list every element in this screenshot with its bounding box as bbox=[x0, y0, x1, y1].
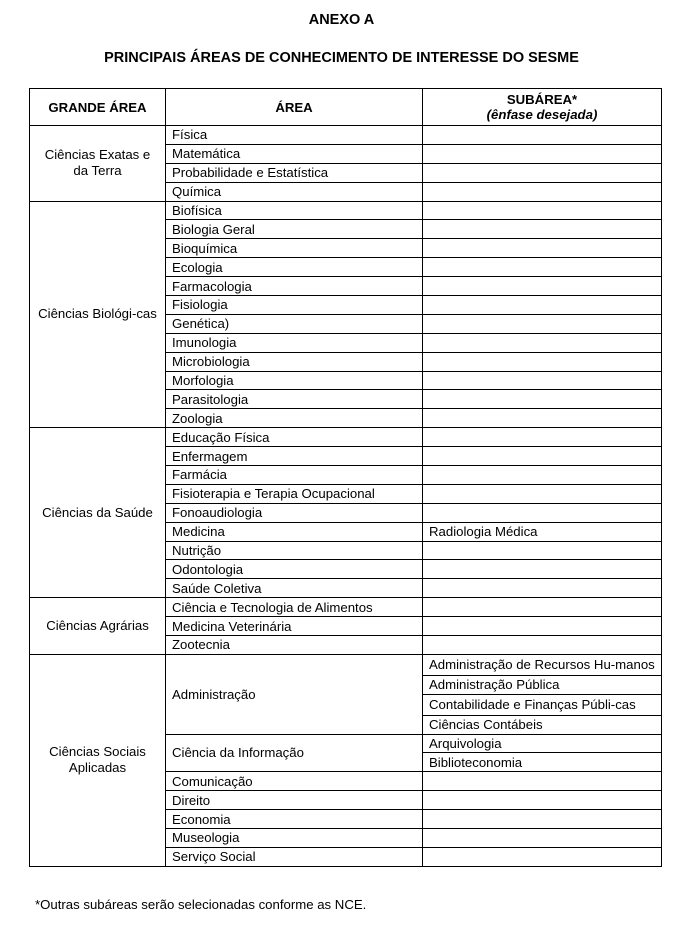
knowledge-areas-table bbox=[29, 88, 662, 867]
area-cell: Comunicação bbox=[166, 772, 423, 791]
area-cell: Medicina Veterinária bbox=[166, 617, 423, 636]
grande-area-cell: Ciências Biológi-cas bbox=[30, 201, 166, 428]
table-row bbox=[30, 428, 662, 447]
subarea-cell bbox=[423, 447, 662, 466]
area-cell: Saúde Coletiva bbox=[166, 579, 423, 598]
area-cell: Química bbox=[166, 182, 423, 201]
subarea-cell bbox=[423, 503, 662, 522]
grande-area-cell: Ciências Sociais Aplicadas bbox=[30, 654, 166, 866]
area-cell: Bioquímica bbox=[166, 239, 423, 258]
subarea-cell: Contabilidade e Finanças Públi-cas bbox=[423, 694, 662, 715]
area-cell: Farmácia bbox=[166, 466, 423, 485]
area-cell: Odontologia bbox=[166, 560, 423, 579]
subarea-cell bbox=[423, 163, 662, 182]
subarea-cell bbox=[423, 636, 662, 655]
table-row bbox=[30, 126, 662, 145]
header-subarea-note: (ênfase desejada) bbox=[486, 107, 598, 122]
subarea-cell bbox=[423, 772, 662, 791]
subarea-cell bbox=[423, 598, 662, 617]
subarea-cell bbox=[423, 617, 662, 636]
area-cell: Biologia Geral bbox=[166, 220, 423, 239]
area-cell: Nutrição bbox=[166, 541, 423, 560]
area-cell: Fisioterapia e Terapia Ocupacional bbox=[166, 484, 423, 503]
area-cell: Parasitologia bbox=[166, 390, 423, 409]
subarea-cell bbox=[423, 182, 662, 201]
subarea-cell: Biblioteconomia bbox=[423, 753, 662, 772]
area-cell: Educação Física bbox=[166, 428, 423, 447]
subarea-cell bbox=[423, 352, 662, 371]
subarea-cell bbox=[423, 126, 662, 145]
subarea-cell bbox=[423, 847, 662, 866]
grande-area-cell: Ciências Exatas e da Terra bbox=[30, 126, 166, 202]
subarea-cell bbox=[423, 277, 662, 296]
subarea-cell: Administração de Recursos Hu-manos bbox=[423, 654, 662, 675]
footnote: *Outras subáreas serão selecionadas conforme as NCE. bbox=[35, 897, 367, 912]
subarea-cell bbox=[423, 409, 662, 428]
grande-area-cell: Ciências Agrárias bbox=[30, 598, 166, 655]
subarea-cell bbox=[423, 810, 662, 829]
header-area: ÁREA bbox=[166, 89, 423, 126]
document-title: PRINCIPAIS ÁREAS DE CONHECIMENTO DE INTERESSE DO SESME bbox=[104, 50, 579, 66]
header-subarea bbox=[423, 89, 662, 126]
subarea-cell bbox=[423, 428, 662, 447]
area-cell: Ciência da Informação bbox=[166, 734, 423, 772]
subarea-cell: Administração Pública bbox=[423, 675, 662, 694]
area-cell: Administração bbox=[166, 654, 423, 734]
subarea-cell bbox=[423, 220, 662, 239]
grande-area-cell: Ciências da Saúde bbox=[30, 428, 166, 598]
subarea-cell: Ciências Contábeis bbox=[423, 715, 662, 734]
area-cell: Medicina bbox=[166, 522, 423, 541]
subarea-cell bbox=[423, 791, 662, 810]
area-cell: Farmacologia bbox=[166, 277, 423, 296]
subarea-cell bbox=[423, 541, 662, 560]
subarea-cell bbox=[423, 390, 662, 409]
subarea-cell bbox=[423, 201, 662, 220]
area-cell: Ecologia bbox=[166, 258, 423, 277]
subarea-cell bbox=[423, 258, 662, 277]
area-cell: Serviço Social bbox=[166, 847, 423, 866]
subarea-cell bbox=[423, 484, 662, 503]
area-cell: Zootecnia bbox=[166, 636, 423, 655]
subarea-cell bbox=[423, 560, 662, 579]
table-row bbox=[30, 598, 662, 617]
subarea-cell bbox=[423, 333, 662, 352]
area-cell: Enfermagem bbox=[166, 447, 423, 466]
area-cell: Fonoaudiologia bbox=[166, 503, 423, 522]
area-cell: Museologia bbox=[166, 828, 423, 847]
area-cell: Genética) bbox=[166, 314, 423, 333]
subarea-cell: Arquivologia bbox=[423, 734, 662, 753]
area-cell: Zoologia bbox=[166, 409, 423, 428]
subarea-cell bbox=[423, 314, 662, 333]
area-cell: Ciência e Tecnologia de Alimentos bbox=[166, 598, 423, 617]
subarea-cell bbox=[423, 239, 662, 258]
subarea-cell bbox=[423, 579, 662, 598]
area-cell: Probabilidade e Estatística bbox=[166, 163, 423, 182]
subarea-cell bbox=[423, 466, 662, 485]
area-cell: Microbiologia bbox=[166, 352, 423, 371]
area-cell: Economia bbox=[166, 810, 423, 829]
header-grande-area: GRANDE ÁREA bbox=[30, 89, 166, 126]
subarea-cell bbox=[423, 296, 662, 315]
area-cell: Biofísica bbox=[166, 201, 423, 220]
area-cell: Imunologia bbox=[166, 333, 423, 352]
area-cell: Matemática bbox=[166, 144, 423, 163]
area-cell: Direito bbox=[166, 791, 423, 810]
subarea-cell bbox=[423, 371, 662, 390]
annex-title: ANEXO A bbox=[308, 12, 375, 28]
header-subarea-label: SUBÁREA* bbox=[506, 92, 578, 107]
area-cell: Fisiologia bbox=[166, 296, 423, 315]
subarea-cell: Radiologia Médica bbox=[423, 522, 662, 541]
subarea-cell bbox=[423, 144, 662, 163]
subarea-cell bbox=[423, 828, 662, 847]
table-header-row bbox=[30, 89, 662, 126]
table-row bbox=[30, 654, 662, 675]
area-cell: Morfologia bbox=[166, 371, 423, 390]
area-cell: Física bbox=[166, 126, 423, 145]
table-row bbox=[30, 201, 662, 220]
